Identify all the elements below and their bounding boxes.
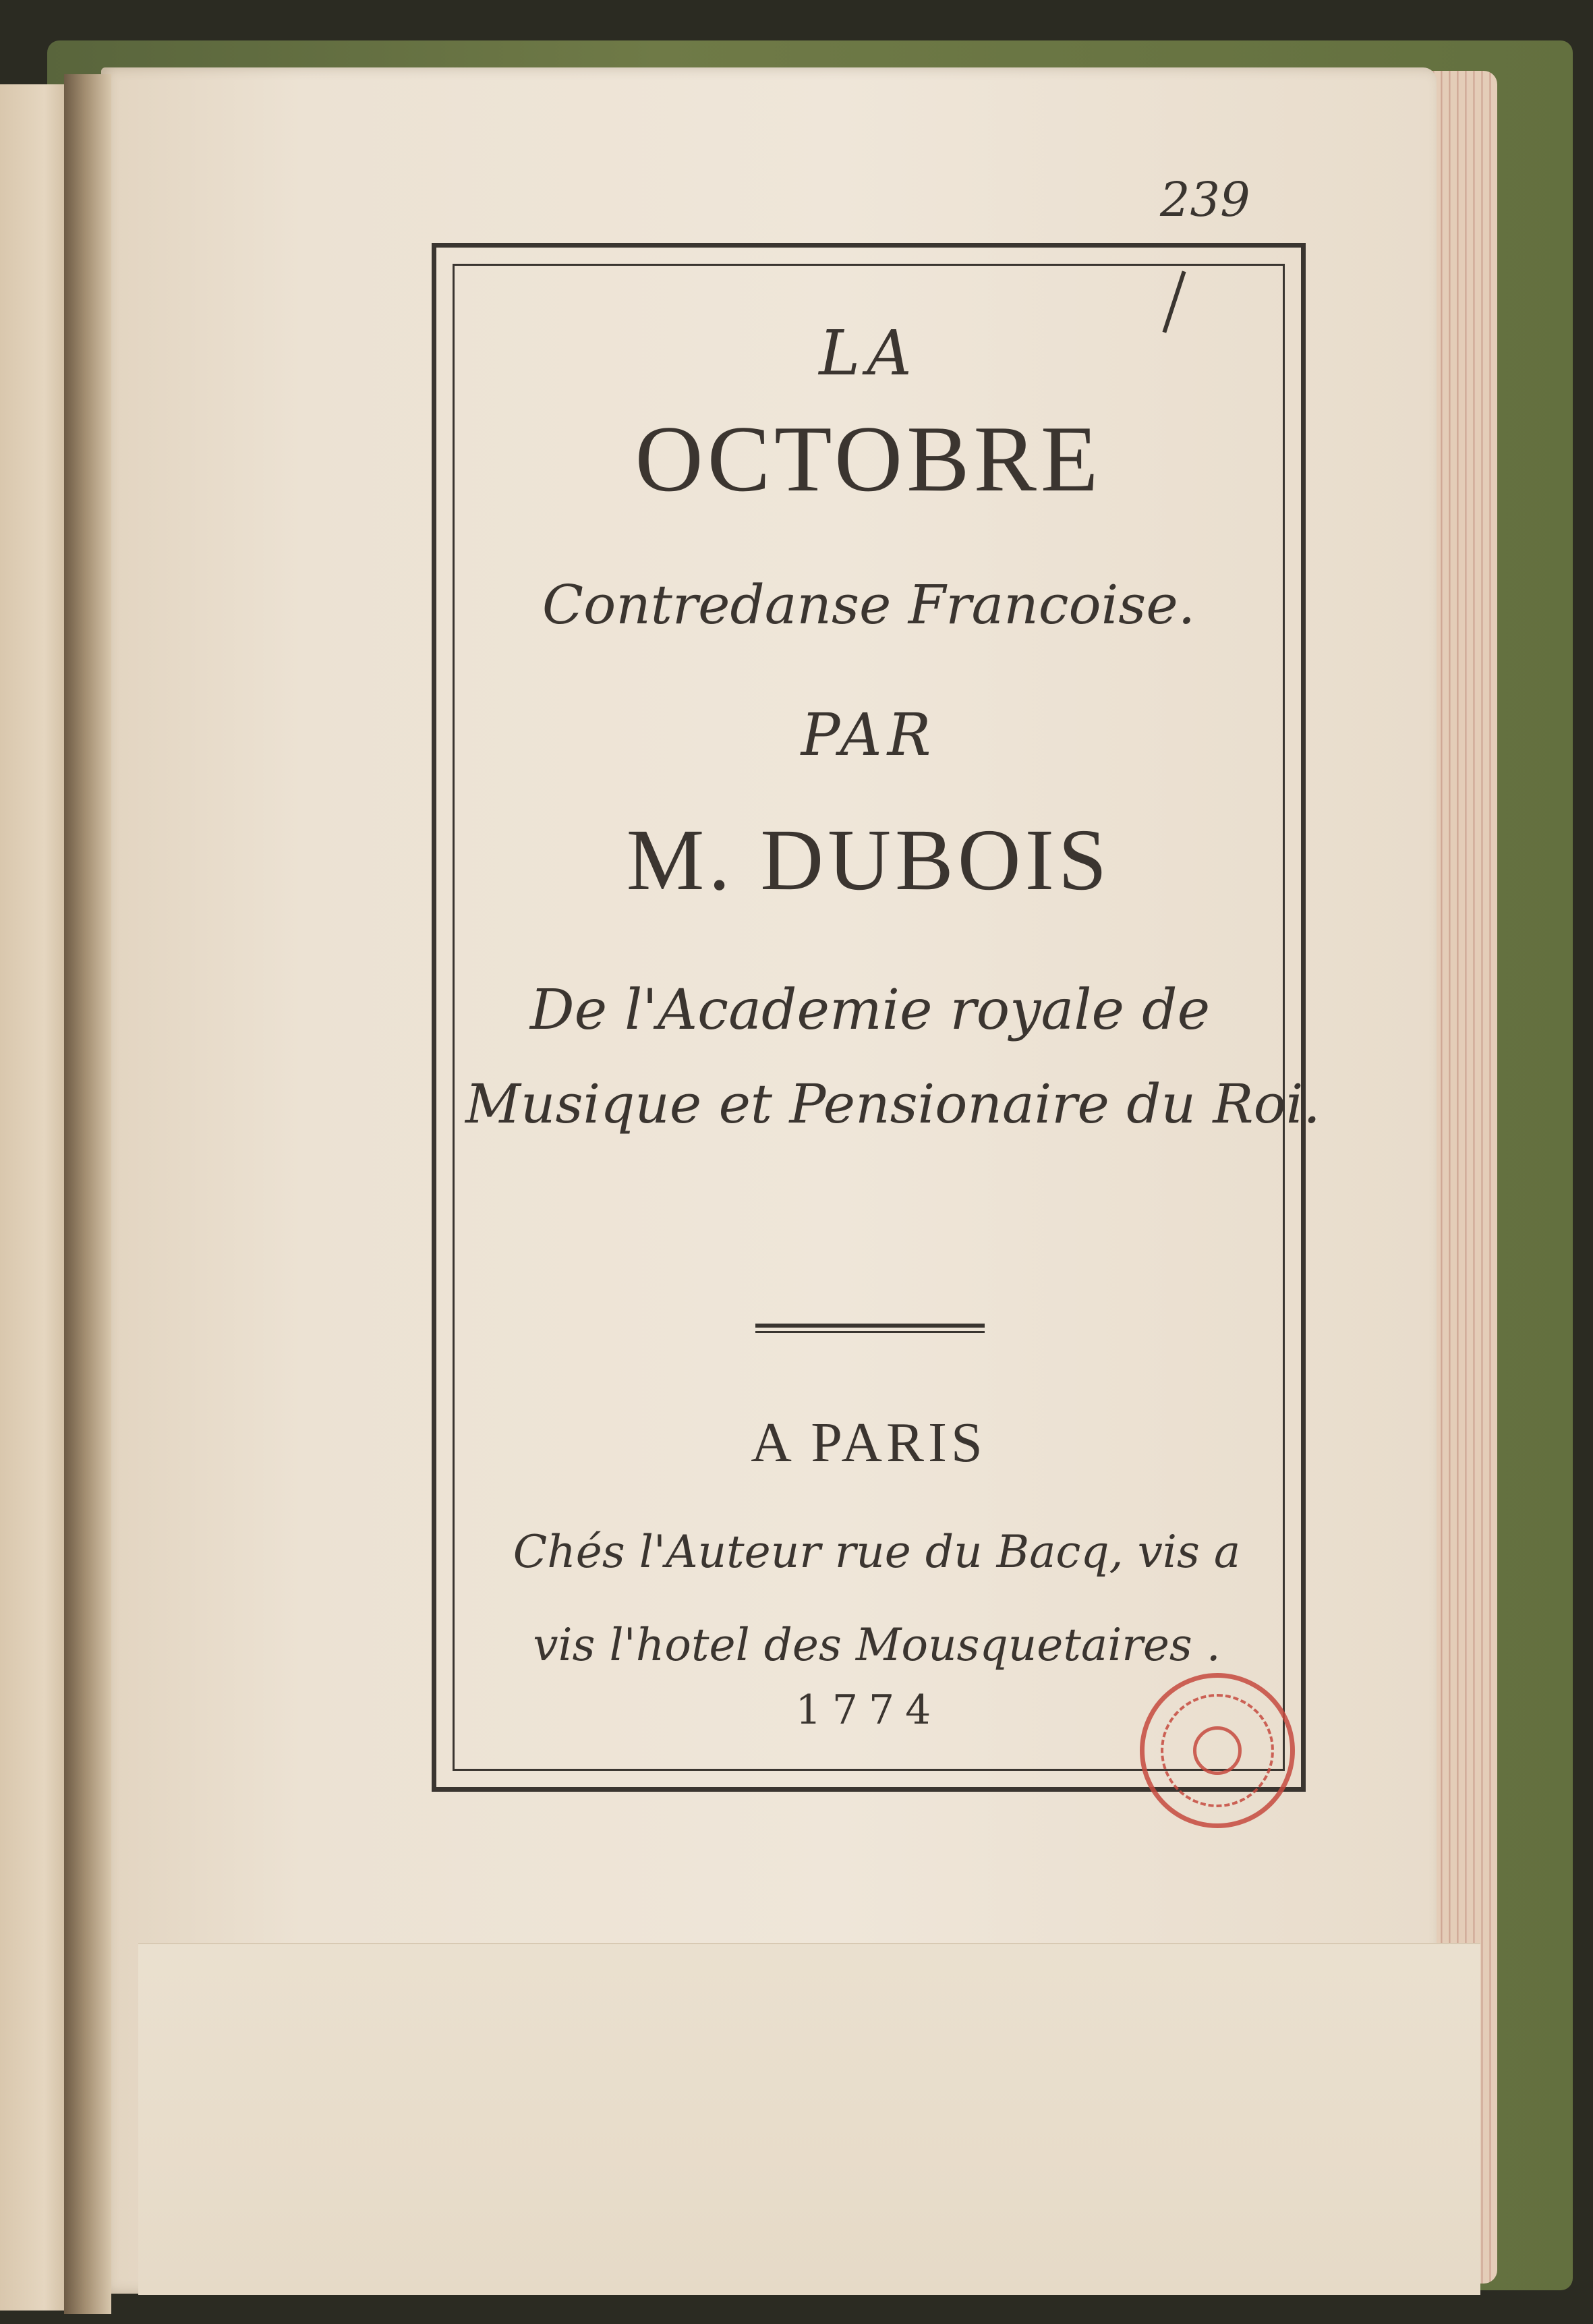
divider-rule: [755, 1324, 985, 1333]
author-name: M. DUBOIS: [626, 812, 1111, 909]
stamp-center: [1193, 1726, 1242, 1775]
folio-number: 239: [1160, 172, 1250, 227]
imprint-address-line-2: vis l'hotel des Mousquetaires .: [533, 1619, 1221, 1671]
work-subtitle: Contredanse Francoise.: [542, 573, 1196, 636]
library-stamp: [1140, 1673, 1295, 1828]
paper-strip: [138, 1943, 1480, 2295]
book-gutter: [64, 74, 111, 2314]
imprint-address-line-1: Chés l'Auteur rue du Bacq, vis a: [513, 1526, 1241, 1578]
imprint-year: 1774: [795, 1687, 942, 1734]
author-title-line-1: De l'Academie royale de: [529, 978, 1211, 1042]
by-line: PAR: [801, 702, 937, 769]
work-title: OCTOBRE: [635, 407, 1103, 511]
imprint-place: A PARIS: [751, 1411, 987, 1474]
author-title-line-2: Musique et Pensionaire du Roi.: [465, 1073, 1321, 1135]
title-article: LA: [819, 317, 919, 389]
previous-page-edge: [0, 84, 74, 2311]
